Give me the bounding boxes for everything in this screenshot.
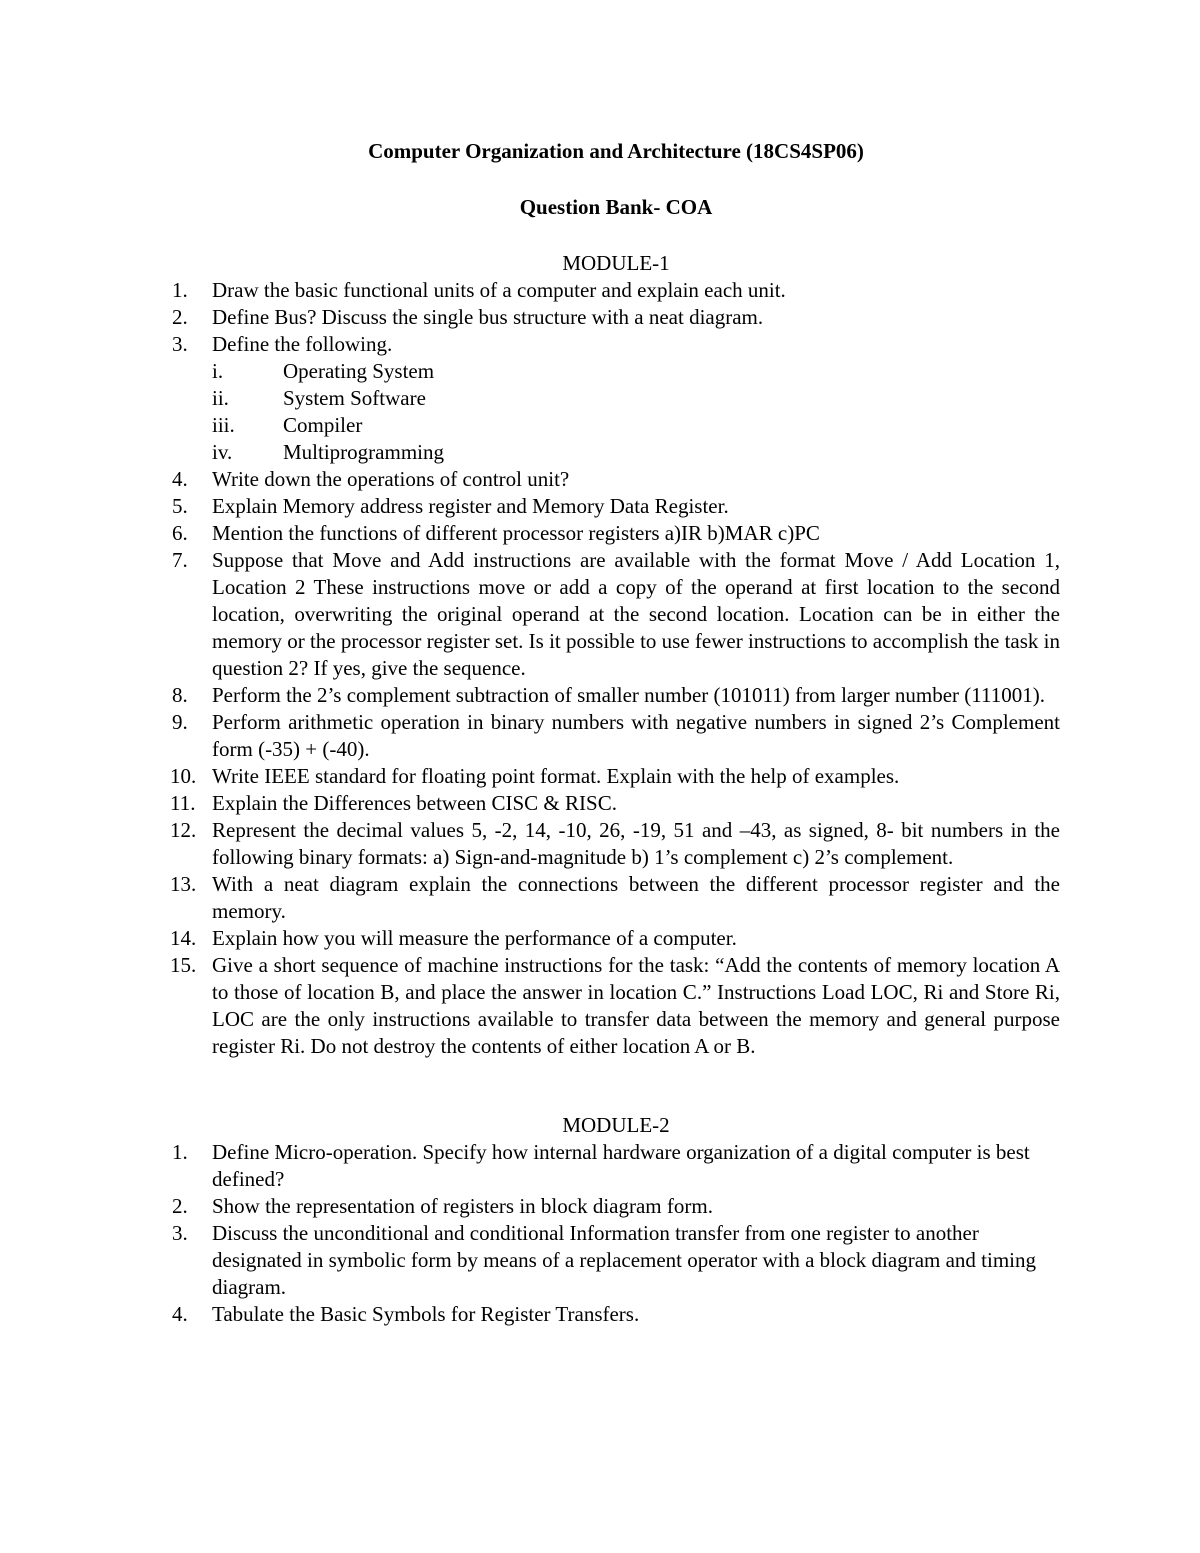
question-text: Represent the decimal values 5, -2, 14, -10, 26, -19, 51 and –43, as signed, 8- bit numbers in the following binary formats: a) Sign-and-magnitude b) 1’s complement c) 2’s complement. (212, 818, 1060, 869)
question-item (172, 682, 1060, 709)
question-number: 2. (172, 305, 188, 329)
question-text: Discuss the unconditional and conditional Information transfer from one register to another designated in symbolic form by means of a replacement operator with a block diagram and timing diagram. (212, 1221, 1037, 1299)
question-number: 4. (172, 467, 188, 491)
question-number: 7. (172, 548, 188, 572)
question-number: 4. (172, 1302, 188, 1326)
sub-question-text: Compiler (283, 413, 363, 437)
question-text: Define Micro-operation. Specify how internal hardware organization of a digital computer is best defined? (212, 1140, 1030, 1191)
sub-question-number: i. (212, 359, 224, 383)
question-item (172, 304, 1060, 331)
sub-question-item (212, 412, 1060, 439)
question-item (172, 925, 1060, 952)
question-number: 5. (172, 494, 188, 518)
question-number: 13. (170, 872, 197, 896)
question-number: 1. (172, 1140, 188, 1164)
question-text: Explain Memory address register and Memory Data Register. (212, 494, 729, 518)
sub-question-text: System Software (283, 386, 426, 410)
question-text: Mention the functions of different processor registers a)IR b)MAR c)PC (212, 521, 820, 545)
question-number: 11. (170, 791, 196, 815)
module-2-heading: MODULE-2 (562, 1113, 670, 1137)
question-item (172, 1139, 1060, 1193)
sub-question-item (212, 358, 1060, 385)
question-text: Show the representation of registers in block diagram form. (212, 1194, 713, 1218)
question-item (172, 709, 1060, 763)
module-1-heading: MODULE-1 (562, 251, 670, 275)
question-item (172, 547, 1060, 682)
question-item (172, 1220, 1060, 1301)
question-text: Tabulate the Basic Symbols for Register Transfers. (212, 1302, 640, 1326)
sub-question-text: Multiprogramming (283, 440, 444, 464)
module-2-question-list (172, 1139, 1060, 1328)
sub-question-list (212, 358, 1060, 466)
sub-question-item (212, 439, 1060, 466)
module-1-question-list (172, 277, 1060, 1060)
question-text: Explain how you will measure the performance of a computer. (212, 926, 737, 950)
sub-question-item (212, 385, 1060, 412)
question-text: Write IEEE standard for floating point format. Explain with the help of examples. (212, 764, 900, 788)
document-content (172, 138, 1060, 1328)
question-item (172, 331, 1060, 466)
question-item (172, 1193, 1060, 1220)
question-item (172, 277, 1060, 304)
document-title: Computer Organization and Architecture (18CS4SP06) (368, 139, 864, 163)
question-item (172, 817, 1060, 871)
question-item (172, 952, 1060, 1060)
question-item (172, 763, 1060, 790)
question-number: 6. (172, 521, 188, 545)
question-item (172, 466, 1060, 493)
question-text: Perform arithmetic operation in binary numbers with negative numbers in signed 2’s Complement form (-35) + (-40). (212, 710, 1060, 761)
sub-question-number: ii. (212, 386, 229, 410)
question-item (172, 493, 1060, 520)
sub-question-number: iii. (212, 413, 235, 437)
question-item (172, 871, 1060, 925)
question-number: 12. (170, 818, 197, 842)
question-item (172, 790, 1060, 817)
question-number: 2. (172, 1194, 188, 1218)
question-number: 9. (172, 710, 188, 734)
question-text: Give a short sequence of machine instructions for the task: “Add the contents of memory location A to those of location B, and place the answer in location C.” Instructions Load LOC, Ri and Store Ri, LOC are the only instructions available to transfer data between the memory and general purpose register Ri. Do not destroy the contents of either location A or B. (212, 953, 1060, 1058)
question-number: 14. (170, 926, 197, 950)
question-text: With a neat diagram explain the connections between the different processor register and the memory. (212, 872, 1060, 923)
question-text: Draw the basic functional units of a computer and explain each unit. (212, 278, 786, 302)
question-number: 1. (172, 278, 188, 302)
question-number: 15. (170, 953, 197, 977)
question-text: Define Bus? Discuss the single bus structure with a neat diagram. (212, 305, 764, 329)
question-text: Define the following. (212, 332, 393, 356)
question-text: Perform the 2’s complement subtraction of smaller number (101011) from larger number (111001). (212, 683, 1045, 707)
question-number: 3. (172, 1221, 188, 1245)
question-item (172, 520, 1060, 547)
question-text: Explain the Differences between CISC & RISC. (212, 791, 617, 815)
question-number: 10. (170, 764, 197, 788)
sub-question-text: Operating System (283, 359, 435, 383)
question-text: Suppose that Move and Add instructions are available with the format Move / Add Location 1, Location 2 These instructions move or add a copy of the operand at first location to the second location, overwriting the original operand at the second location. Location can be in either the memory or the processor register set. Is it possible to use fewer instructions to accomplish the task in question 2? If yes, give the sequence. (212, 548, 1060, 680)
question-item (172, 1301, 1060, 1328)
question-number: 3. (172, 332, 188, 356)
question-number: 8. (172, 683, 188, 707)
question-text: Write down the operations of control unit? (212, 467, 570, 491)
document-subtitle: Question Bank- COA (519, 195, 713, 219)
sub-question-number: iv. (212, 440, 233, 464)
